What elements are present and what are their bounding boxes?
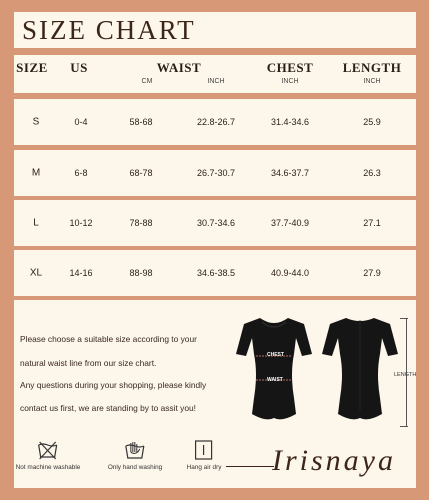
cell-length: 26.3 — [363, 168, 381, 178]
cell-waist-cm: 78-88 — [129, 218, 153, 228]
care-item-hang-dry — [187, 440, 222, 471]
cell-us: 6-8 — [74, 168, 88, 178]
subheader-length-inch: INCH — [363, 78, 381, 85]
page-title: SIZE CHART — [22, 15, 196, 45]
length-tag: LENGTH — [394, 372, 417, 378]
info-line: Please choose a suitable size according to your — [20, 334, 197, 344]
cell-length: 25.9 — [363, 117, 381, 127]
cell-size: M — [31, 167, 41, 179]
info-line: contact us first, we are standing by to assit you! — [20, 403, 196, 413]
info-line: Any questions during your shopping, please kindly — [20, 380, 207, 390]
title-panel — [14, 12, 416, 48]
table-row — [14, 250, 416, 296]
cell-chest: 34.6-37.7 — [270, 168, 310, 178]
cell-chest: 40.9-44.0 — [270, 268, 310, 278]
brand-logo: Irisnaya — [272, 444, 396, 477]
cell-length: 27.1 — [363, 218, 381, 228]
chest-tag: CHEST — [267, 352, 284, 358]
info-panel — [14, 300, 416, 488]
cell-waist-inch: 26.7-30.7 — [196, 168, 236, 178]
cell-waist-inch: 34.6-38.5 — [196, 268, 236, 278]
length-tick-top — [400, 318, 408, 319]
care-item-hand-wash — [108, 440, 162, 471]
table-row — [14, 99, 416, 145]
table-header — [14, 55, 416, 93]
header-chest: CHEST — [266, 60, 314, 75]
cell-waist-cm: 88-98 — [129, 268, 153, 278]
cell-waist-cm: 58-68 — [129, 117, 153, 127]
brand-underline — [226, 466, 274, 467]
cell-size: S — [32, 116, 40, 128]
header-length: LENGTH — [342, 60, 402, 75]
subheader-waist-inch: INCH — [207, 78, 225, 85]
cell-us: 10-12 — [69, 218, 93, 228]
cell-length: 27.9 — [363, 268, 381, 278]
care-label: Only hand washing — [107, 464, 163, 471]
info-line: natural waist line from our size chart. — [20, 358, 157, 368]
cell-chest: 37.7-40.9 — [270, 218, 310, 228]
length-tick-bottom — [400, 426, 408, 427]
cell-chest: 31.4-34.6 — [270, 117, 310, 127]
subheader-chest-inch: INCH — [281, 78, 299, 85]
table-row — [14, 150, 416, 196]
care-label: Not machine washable — [15, 464, 81, 471]
bodysuit-front-image — [232, 314, 316, 426]
subheader-waist-cm: CM — [141, 78, 153, 85]
hand-wash-icon — [124, 440, 146, 460]
no-machine-wash-icon — [37, 440, 59, 460]
table-row — [14, 200, 416, 246]
cell-size: L — [33, 217, 39, 229]
header-us: US — [70, 60, 88, 75]
cell-us: 14-16 — [69, 268, 93, 278]
hang-dry-icon — [193, 440, 215, 460]
waist-tag: WAIST — [267, 377, 283, 383]
cell-waist-inch: 30.7-34.6 — [196, 218, 236, 228]
cell-waist-inch: 22.8-26.7 — [196, 117, 236, 127]
care-item-no-machine-wash — [16, 440, 81, 471]
bodysuit-back-image — [318, 314, 402, 426]
cell-waist-cm: 68-78 — [129, 168, 153, 178]
cell-size: XL — [29, 267, 43, 279]
header-size: SIZE — [16, 60, 48, 75]
cell-us: 0-4 — [74, 117, 88, 127]
header-waist: WAIST — [156, 60, 202, 75]
care-label: Hang air dry — [186, 464, 222, 471]
